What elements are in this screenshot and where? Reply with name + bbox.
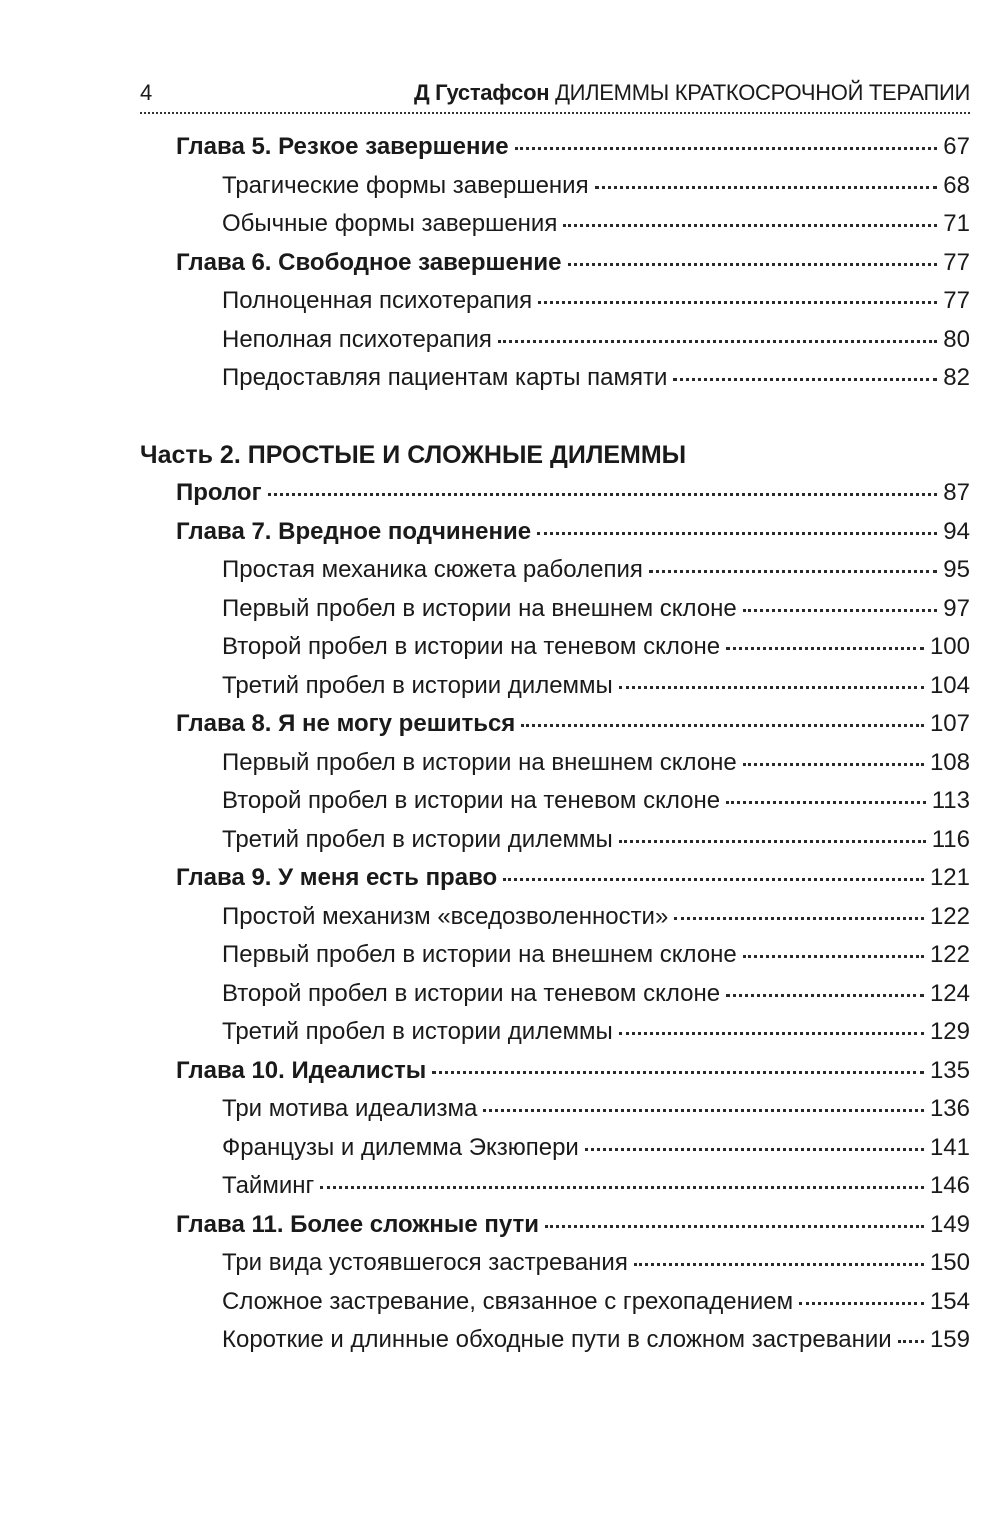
- toc-section-entry: [222, 1129, 970, 1167]
- toc-page-number: 82: [943, 364, 970, 391]
- toc-page-number: 94: [943, 517, 970, 545]
- toc-section-entry: [222, 1090, 970, 1128]
- toc-entry-title: Неполная психотерапия: [222, 325, 492, 353]
- dot-leader: [498, 340, 937, 343]
- dot-leader: [743, 609, 938, 612]
- toc-page-number: 136: [929, 1095, 970, 1122]
- toc-page-number: 67: [943, 133, 970, 160]
- toc-entry-title: Глава 7. Вредное подчинение: [176, 517, 532, 545]
- toc-section-entry: [222, 321, 970, 359]
- toc-page-number: 108: [929, 748, 970, 776]
- toc-page-number: 116: [931, 825, 970, 853]
- toc-page-number: 159: [929, 1326, 970, 1353]
- dot-leader: [619, 840, 926, 843]
- toc-entry-title: Обычные формы завершения: [222, 210, 558, 237]
- toc-page-number: 95: [943, 556, 970, 583]
- dot-leader: [619, 1032, 924, 1035]
- toc-entry-title: Глава 11. Более сложные пути: [176, 1210, 540, 1238]
- toc-entry-title: Глава 5. Резкое завершение: [176, 133, 509, 160]
- author-name: Д Густафсон: [413, 80, 550, 105]
- toc-entry-title: Третий пробел в истории дилеммы: [222, 825, 613, 853]
- toc-section-entry: [222, 551, 970, 589]
- toc-entry-title: Глава 8. Я не могу решиться: [176, 710, 516, 737]
- book-title: ДИЛЕММЫ КРАТКОСРОЧНОЙ ТЕРАПИИ: [555, 80, 970, 105]
- dot-leader: [503, 878, 924, 881]
- toc-entry-title: Простая механика сюжета раболепия: [222, 556, 643, 583]
- dot-leader: [521, 724, 924, 727]
- toc-page-number: 141: [929, 1133, 970, 1161]
- toc-entry-title: Пролог: [176, 479, 262, 506]
- toc-entry-title: Глава 10. Идеалисты: [176, 1056, 427, 1084]
- dot-leader: [515, 147, 938, 150]
- dot-leader: [649, 570, 937, 573]
- toc-page-number: 135: [929, 1056, 970, 1084]
- toc-entry-title: Первый пробел в истории на внешнем склоне: [222, 748, 737, 776]
- toc-section-entry: [222, 1321, 970, 1359]
- dot-leader: [545, 1225, 924, 1228]
- toc-entry-title: Глава 9. У меня есть право: [176, 864, 498, 891]
- toc-page-number: 149: [929, 1210, 970, 1238]
- toc-page-number: 71: [943, 210, 970, 237]
- toc-page-number: 100: [929, 633, 970, 660]
- toc-page-number: 87: [943, 479, 970, 506]
- dot-leader: [585, 1148, 924, 1151]
- toc-section-entry: [222, 1167, 970, 1205]
- toc-entry-title: Третий пробел в истории дилеммы: [222, 671, 613, 699]
- toc-page-number: 97: [943, 594, 970, 622]
- dot-leader: [898, 1340, 924, 1343]
- toc-section-entry: [222, 1013, 970, 1051]
- toc-page-number: 121: [929, 864, 970, 891]
- running-header: [140, 74, 970, 114]
- toc-chapter-entry: [176, 1052, 970, 1090]
- toc-section-entry: [222, 1244, 970, 1282]
- toc-section-entry: [222, 667, 970, 705]
- toc-entry-title: Третий пробел в истории дилеммы: [222, 1018, 613, 1045]
- toc-page-number: 68: [943, 171, 970, 199]
- toc-section-entry: [222, 590, 970, 628]
- toc-section-entry: [222, 628, 970, 666]
- toc-page-number: 122: [929, 941, 970, 968]
- toc-entry-title: Первый пробел в истории на внешнем склоне: [222, 594, 737, 622]
- toc-page-number: 146: [929, 1172, 970, 1199]
- toc-entry-title: Тайминг: [222, 1172, 315, 1199]
- toc-entry-title: Короткие и длинные обходные пути в сложном застревании: [222, 1326, 892, 1353]
- toc-chapter-entry: [176, 705, 970, 743]
- toc-entry-title: Три вида устоявшегося застревания: [222, 1249, 628, 1276]
- dot-leader: [634, 1263, 924, 1266]
- toc-section-entry: [222, 975, 970, 1013]
- toc-section-entry: [222, 205, 970, 243]
- toc-entry-title: Три мотива идеализма: [222, 1095, 478, 1122]
- toc-page-number: 77: [943, 248, 970, 276]
- toc-page-number: 150: [929, 1249, 970, 1276]
- running-title: [414, 80, 970, 106]
- toc-entry-title: Второй пробел в истории на теневом склоне: [222, 633, 721, 660]
- dot-leader: [432, 1071, 924, 1074]
- toc-section-entry: [222, 898, 970, 936]
- toc-entry-title: Сложное застревание, связанное с грехопадением: [222, 1287, 794, 1315]
- toc-chapter-entry: [176, 513, 970, 551]
- toc-section-entry: [222, 282, 970, 320]
- dot-leader: [726, 801, 926, 804]
- dot-leader: [726, 994, 924, 997]
- toc-section-entry: [222, 1283, 970, 1321]
- dot-leader: [320, 1186, 924, 1189]
- toc-entry-title: Глава 6. Свободное завершение: [176, 248, 562, 276]
- page-number: 4: [140, 80, 153, 105]
- toc-chapter-entry: [176, 128, 970, 166]
- toc-section-entry: [222, 821, 970, 859]
- toc-page-number: 122: [929, 902, 970, 930]
- toc-page-number: 104: [929, 671, 970, 699]
- toc-page-number: 154: [929, 1287, 970, 1315]
- dot-leader: [537, 532, 937, 535]
- dot-leader: [799, 1302, 924, 1305]
- dot-leader: [568, 263, 938, 266]
- toc-entry-title: Простой механизм «вседозволенности»: [222, 902, 669, 930]
- dot-leader: [743, 955, 924, 958]
- dot-leader: [673, 378, 937, 381]
- dot-leader: [483, 1109, 924, 1112]
- toc-page-number: 124: [929, 979, 970, 1007]
- toc-page-number: 129: [929, 1018, 970, 1045]
- toc-entry-title: Французы и дилемма Экзюпери: [222, 1133, 579, 1161]
- toc-entry-title: Предоставляя пациентам карты памяти: [222, 364, 668, 391]
- toc-page-number: 113: [931, 787, 970, 814]
- toc-entry-title: Первый пробел в истории на внешнем склоне: [222, 941, 737, 968]
- toc-page-number: 80: [943, 325, 970, 353]
- toc-section-entry: [222, 359, 970, 397]
- dot-leader: [268, 493, 938, 496]
- toc-entry-title: Второй пробел в истории на теневом склоне: [222, 979, 721, 1007]
- dot-leader: [595, 186, 938, 189]
- toc-chapter-entry: [176, 859, 970, 897]
- toc-entry-title: Трагические формы завершения: [222, 171, 589, 199]
- toc-section-entry: [222, 782, 970, 820]
- dot-leader: [743, 763, 924, 766]
- toc-section-entry: [222, 936, 970, 974]
- toc-chapter-entry: [176, 474, 970, 512]
- part-heading: Часть 2. ПРОСТЫЕ И СЛОЖНЫЕ ДИЛЕММЫ: [140, 440, 687, 469]
- dot-leader: [726, 647, 924, 650]
- toc-entry-title: Полноценная психотерапия: [222, 287, 533, 314]
- toc-entry-title: Второй пробел в истории на теневом склоне: [222, 787, 721, 814]
- toc-section-entry: [222, 744, 970, 782]
- dot-leader: [538, 301, 937, 304]
- toc-page-number: 77: [943, 287, 970, 314]
- dot-leader: [619, 686, 924, 689]
- toc-page-number: 107: [929, 710, 970, 737]
- toc-chapter-entry: [176, 244, 970, 282]
- toc-chapter-entry: [176, 1206, 970, 1244]
- toc-section-entry: [222, 167, 970, 205]
- dot-leader: [674, 917, 924, 920]
- dot-leader: [563, 224, 937, 227]
